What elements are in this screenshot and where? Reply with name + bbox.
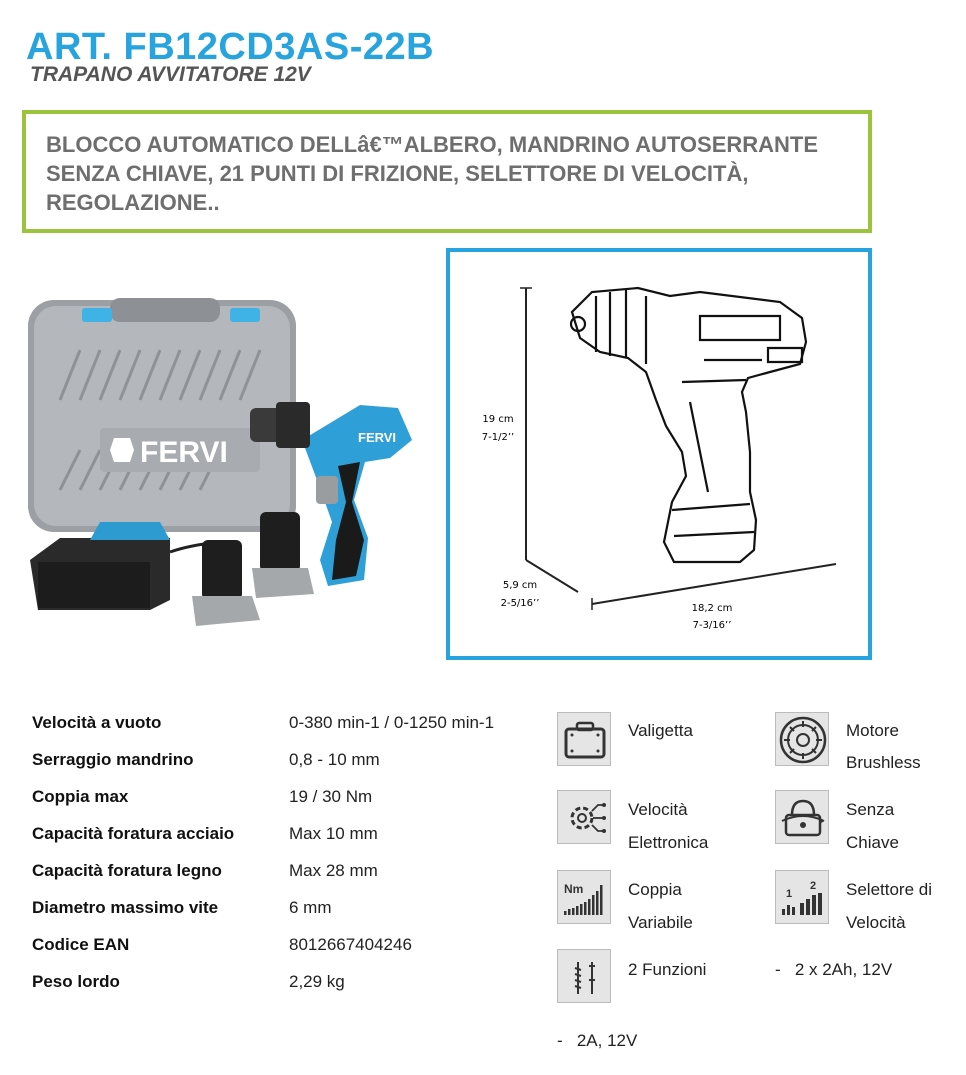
drill-outline-drawing [450, 252, 868, 656]
feature-label: Brushless [846, 753, 921, 772]
charger-note: - 2A, 12V [557, 1031, 638, 1050]
spec-value: 6 mm [289, 898, 332, 917]
battery-note: - 2 x 2Ah, 12V [775, 960, 893, 979]
spec-row [32, 972, 494, 1009]
spec-row [32, 787, 494, 824]
spec-value: 19 / 30 Nm [289, 787, 373, 806]
two-functions-icon [557, 949, 611, 1003]
drill-logo-text: FERVI [358, 430, 397, 445]
variable-torque-icon [557, 870, 611, 924]
feature-label: Velocità [628, 800, 688, 819]
product-illustration [20, 290, 440, 650]
spec-label: Capacità foratura acciaio [32, 824, 235, 843]
case-icon [557, 712, 611, 766]
electronic-speed-icon [557, 790, 611, 844]
spec-label: Coppia max [32, 787, 129, 806]
technical-drawing-box [446, 248, 872, 660]
spec-label: Peso lordo [32, 972, 120, 991]
keyless-chuck-icon [775, 790, 829, 844]
height-in-label: 7-1/2’’ [481, 432, 515, 443]
feature-label: Variabile [628, 913, 693, 932]
feature-label: Elettronica [628, 833, 709, 852]
length-in-label: 7-3/16’’ [692, 620, 732, 631]
brushless-motor-icon [775, 712, 829, 766]
product-code-title: ART. FB12CD3AS-22B [26, 26, 435, 68]
description-box [22, 110, 872, 233]
spec-row [32, 935, 494, 972]
height-cm-label: 19 cm [482, 414, 514, 425]
specs-table [32, 713, 494, 1009]
depth-cm-label: 5,9 cm [502, 580, 538, 591]
fervi-logo-text: FERVI [140, 436, 228, 469]
spec-label: Velocità a vuoto [32, 713, 162, 732]
length-cm-label: 18,2 cm [691, 603, 733, 614]
spec-value: Max 28 mm [289, 861, 378, 880]
product-photo [20, 290, 440, 650]
speed-2-text: 2 [810, 880, 817, 892]
feature-label: Selettore di [846, 880, 932, 899]
feature-label: Motore [846, 721, 899, 740]
spec-row [32, 898, 494, 935]
spec-value: 2,29 kg [289, 972, 345, 991]
spec-label: Diametro massimo vite [32, 898, 219, 917]
product-subtitle: TRAPANO AVVITATORE 12V [30, 63, 311, 86]
depth-in-label: 2-5/16’’ [500, 598, 540, 609]
spec-row [32, 824, 494, 861]
spec-row [32, 750, 494, 787]
speed-1-text: 1 [786, 888, 793, 900]
spec-label: Serraggio mandrino [32, 750, 194, 769]
spec-row [32, 713, 494, 750]
spec-label: Codice EAN [32, 935, 130, 954]
spec-value: Max 10 mm [289, 824, 378, 843]
spec-value: 8012667404246 [289, 935, 412, 954]
feature-label: Senza [846, 800, 895, 819]
feature-label: Velocità [846, 913, 906, 932]
spec-value: 0-380 min-1 / 0-1250 min-1 [289, 713, 495, 732]
description-text: BLOCCO AUTOMATICO DELLâ€™ALBERO, MANDRINO AUTOSERRANTE SENZA CHIAVE, 21 PUNTI DI FRIZIONE, SELETTORE DI VELOCITÀ, REGOLAZIONE.. [46, 132, 819, 215]
feature-label: Chiave [846, 833, 899, 852]
feature-label: Valigetta [628, 721, 693, 740]
spec-value: 0,8 - 10 mm [289, 750, 380, 769]
spec-row [32, 861, 494, 898]
spec-label: Capacità foratura legno [32, 861, 222, 880]
speed-selector-icon [775, 870, 829, 924]
charger-image [30, 522, 220, 610]
feature-label: Coppia [628, 880, 682, 899]
nm-text: Nm [564, 882, 584, 896]
feature-label: 2 Funzioni [628, 960, 707, 979]
